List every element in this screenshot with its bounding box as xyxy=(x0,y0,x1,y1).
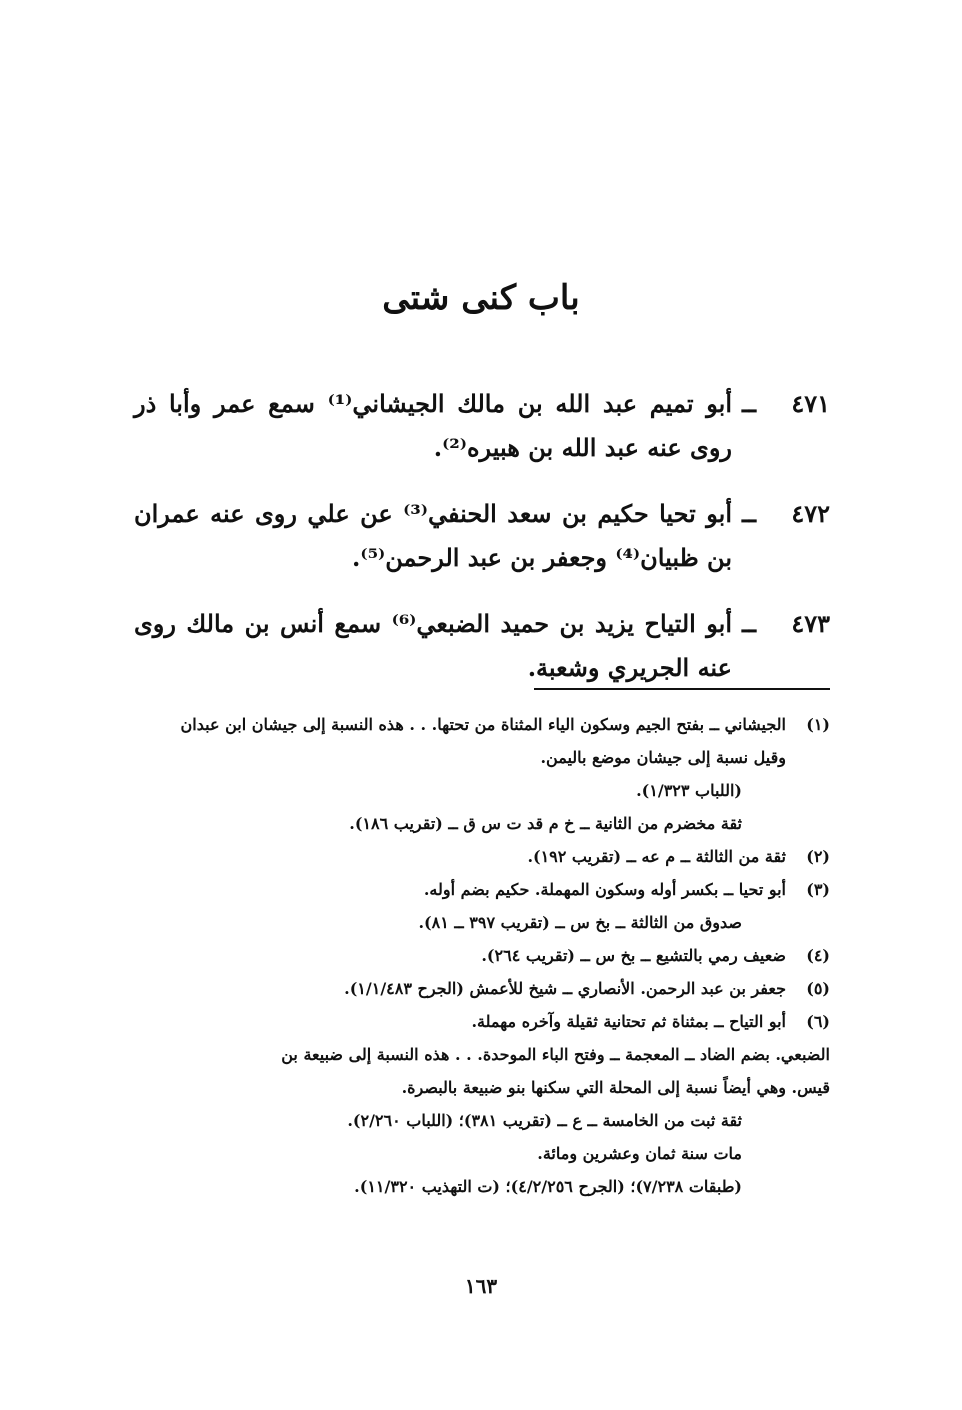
continuation-line: الضبعي. بضم الضاد ــ المعجمة ــ وفتح الباء الموحدة. . . هذه النسبة إلى ضبيعة بن xyxy=(281,1045,830,1064)
entry-number: ٤٧٢ xyxy=(791,499,830,528)
footnote-line: ثقة مخضرم من الثانية ــ خ م قد ت س ق ــ (تقريب ١٨٦). xyxy=(349,814,742,833)
entry xyxy=(134,492,830,580)
footnote-line: جعفر بن عبد الرحمن. الأنصاري ــ شيخ للأعمش (الجرح ١/١/٤٨٣). xyxy=(344,979,786,998)
footnote-line: (اللباب ١/٣٢٣). xyxy=(636,781,742,800)
entry xyxy=(134,382,830,470)
entry-number: ٤٧١ xyxy=(791,389,830,418)
continuation-line: قيس. وهي أيضاً نسبة إلى المحلة التي سكنها بنو ضبيعة بالبصرة. xyxy=(401,1078,830,1097)
footnote-number: (٢) xyxy=(806,847,830,866)
entry-dash: ــ xyxy=(741,389,757,418)
footnote-number: (٣) xyxy=(806,880,830,899)
entry-dash: ــ xyxy=(741,609,757,638)
continuation-line: مات سنة ثمان وعشرين ومائة. xyxy=(537,1144,742,1163)
footnotes xyxy=(134,708,830,1203)
footnote-line: أبو تحيا ــ بكسر أوله وسكون المهملة. حكيم بضم أوله. xyxy=(423,880,786,899)
footnote-line: الجيشاني ــ بفتح الجيم وسكون الياء المثناة من تحتها. . . هذه النسبة إلى جيشان ابن عبدان xyxy=(180,715,786,734)
footnote-line: ثقة من الثالثة ــ م عه ــ (تقريب ١٩٢). xyxy=(527,847,786,866)
entry-text: أبو تحيا حكيم بن سعد الحنفي⁽³⁾ عن علي روى عنه عمران بن ظبيان⁽⁴⁾ وجعفر بن عبد الرحمن⁽⁵⁾. xyxy=(134,499,732,572)
entry-number: ٤٧٣ xyxy=(791,609,830,638)
footnote-line: أبو التياح ــ بمثناة ثم تحتانية ثقيلة وآخره مهملة. xyxy=(471,1012,786,1031)
footnote xyxy=(134,873,830,939)
chapter-title: باب كنى شتى xyxy=(382,278,580,318)
footnote-number: (٦) xyxy=(806,1012,830,1031)
footnote xyxy=(134,708,830,840)
footnote-separator xyxy=(534,688,830,690)
entry-text: أبو تميم عبد الله بن مالك الجيشاني⁽¹⁾ سمع عمر وأبا ذر روى عنه عبد الله بن هبيره⁽²⁾. xyxy=(134,389,733,462)
footnote-number: (٥) xyxy=(806,979,830,998)
footnote xyxy=(134,972,830,1005)
entries xyxy=(134,382,830,712)
footnote-line: ضعيف رمي بالتشيع ــ بخ س ــ (تقريب ٢٦٤). xyxy=(481,946,786,965)
footnote xyxy=(134,840,830,873)
footnote-continuation xyxy=(134,1038,830,1203)
footnote xyxy=(134,939,830,972)
entry-text: أبو التياح يزيد بن حميد الضبعي⁽⁶⁾ سمع أنس بن مالك روى عنه الجريري وشعبة. xyxy=(134,609,733,682)
continuation-line: (طبقات ٧/٢٣٨)؛ (الجرح ٤/٢/٢٥٦)؛ (ت التهذيب ١١/٣٢٠). xyxy=(354,1177,742,1196)
entry-dash: ــ xyxy=(741,499,757,528)
footnote-number: (٤) xyxy=(806,946,830,965)
footnote xyxy=(134,1005,830,1038)
footnote-line: وقيل نسبة إلى جيشان موضع باليمن. xyxy=(540,748,786,767)
entry xyxy=(134,602,830,690)
continuation-line: ثقة ثبت من الخامسة ــ ع ــ (تقريب ٣٨١)؛ (اللباب ٢/٢٦٠). xyxy=(347,1111,742,1130)
page-number: ١٦٣ xyxy=(464,1274,498,1298)
footnote-line: صدوق من الثالثة ــ بخ س ــ (تقريب ٣٩٧ ــ ٨١). xyxy=(418,913,742,932)
footnote-number: (١) xyxy=(806,715,830,734)
